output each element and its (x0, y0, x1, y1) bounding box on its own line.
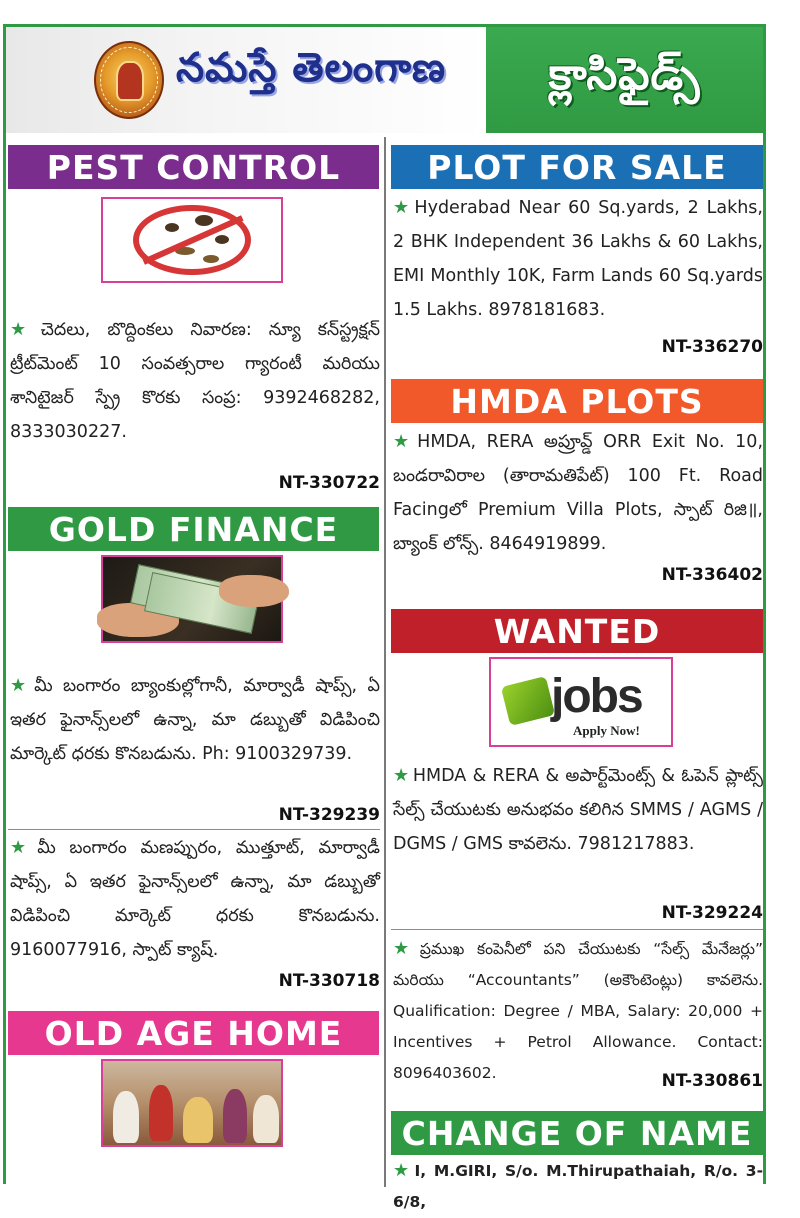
change-of-name-text: I, M.GIRI, S/o. M.Thirupathaiah, R/o. 3-6/8, (393, 1162, 763, 1211)
plot-for-sale-ad (393, 191, 763, 327)
ad-separator (391, 929, 763, 930)
money-exchange-photo (101, 555, 283, 643)
jobs-cube-icon (501, 676, 555, 726)
person (183, 1097, 213, 1143)
star-icon: ★ (10, 319, 38, 340)
pest-control-banner: PEST CONTROL (8, 145, 379, 189)
jobs-apply-text: Apply Now! (573, 723, 640, 738)
wanted-code-2: NT-330861 (661, 1071, 763, 1091)
bug-icon (215, 235, 229, 244)
classifieds-page (3, 24, 766, 1211)
wanted-banner: WANTED (391, 609, 763, 653)
person (113, 1091, 139, 1143)
column-divider (384, 137, 386, 1187)
old-age-home-photo (101, 1059, 283, 1147)
hmda-plots-code: NT-336402 (661, 565, 763, 585)
star-icon: ★ (10, 675, 32, 696)
jobs-word: jobs (551, 670, 642, 723)
bug-icon (203, 255, 219, 263)
hmda-plots-banner: HMDA PLOTS (391, 379, 763, 423)
ad-separator (8, 829, 380, 830)
masthead (6, 27, 763, 133)
hmda-plots-ad (393, 425, 763, 561)
gold-finance-text-1: మీ బంగారం బ్యాంకుల్లోగానీ, మార్వాడీ షాప్స్, ఏ ఇతర ఫైనాన్స్‌లలో ఉన్నా, మా డబ్బుతో విడిపించి మార్కెట్ ధరకు కొనబడును. Ph: 9100329739. (10, 676, 380, 764)
pest-control-ad (10, 313, 380, 449)
pest-control-code: NT-330722 (278, 473, 380, 493)
gold-finance-banner: GOLD FINANCE (8, 507, 379, 551)
wanted-ad-2 (393, 933, 763, 1089)
change-of-name-ad (393, 1155, 763, 1218)
wanted-code-1: NT-329224 (661, 903, 763, 923)
star-icon: ★ (10, 837, 35, 858)
person (223, 1089, 247, 1143)
plot-for-sale-banner: PLOT FOR SALE (391, 145, 763, 189)
brand-title: నమస్తే తెలంగాణ (176, 45, 447, 91)
star-icon: ★ (393, 1160, 412, 1181)
star-icon: ★ (393, 765, 410, 786)
wanted-text-2: ప్రముఖ కంపెనీలో పని చేయుటకు “సేల్స్ మేనేజర్లు” మరియు “Accountants” (అకౌంటెంట్లు) కావలెను. Qualification: Degree / MBA, Salary: 20,000 + Incentives + Petrol Allowance. Contact: 8096403602. (393, 940, 763, 1082)
person (253, 1095, 279, 1143)
bug-icon (165, 223, 179, 232)
seal-figure (116, 61, 144, 101)
hand-right (219, 575, 289, 607)
gold-finance-text-2: మీ బంగారం మణప్పురం, ముత్తూట్, మార్వాడీ షాప్స్, ఏ ఇతర ఫైనాన్స్‌లలో ఉన్నా, మా డబ్బుతో విడిపించి మార్కెట్ ధరకు కొనబడును. 9160077916, స్పాట్ క్యాష్. (10, 838, 380, 960)
section-title: క్లాసిఫైడ్స్ (548, 49, 701, 100)
wanted-text-1: HMDA & RERA & అపార్ట్‌మెంట్స్ & ఓపెన్ ప్లాట్స్ సేల్స్ చేయుటకు అనుభవం కలిగిన SMMS / AGMS / DGMS / GMS కావలెను. 7981217883. (393, 766, 763, 854)
change-of-name-banner: CHANGE OF NAME (391, 1111, 763, 1155)
plot-for-sale-text: Hyderabad Near 60 Sq.yards, 2 Lakhs, 2 BHK Independent 36 Lakhs & 60 Lakhs, EMI Monthly 10K, Farm Lands 60 Sq.yards 1.5 Lakhs. 8978181683. (393, 198, 763, 320)
newspaper-seal-icon (94, 41, 164, 119)
no-pests-icon (101, 197, 283, 283)
star-icon: ★ (393, 197, 412, 218)
hmda-plots-text: HMDA, RERA అప్రూవ్డ్ ORR Exit No. 10, బండరావిరాల (తారామతిపేట్) 100 Ft. Road Facingలో Premium Villa Plots, స్పాట్ రిజి॥, బ్యాంక్ లోన్స్. 8464919899. (393, 432, 764, 554)
gold-finance-code-1: NT-329239 (278, 805, 380, 825)
gold-finance-ad-1 (10, 669, 380, 771)
gold-finance-ad-2 (10, 831, 380, 967)
star-icon: ★ (393, 431, 415, 452)
star-icon: ★ (393, 938, 417, 959)
gold-finance-code-2: NT-330718 (278, 971, 380, 991)
jobs-logo (489, 657, 673, 747)
top-strip (0, 0, 800, 22)
wanted-ad-1 (393, 759, 763, 861)
bug-icon (195, 215, 213, 226)
plot-for-sale-code: NT-336270 (661, 337, 763, 357)
person (149, 1085, 173, 1141)
old-age-home-banner: OLD AGE HOME (8, 1011, 379, 1055)
masthead-section (486, 27, 763, 133)
pest-control-text: చెదలు, బొద్దింకలు నివారణ: న్యూ కన్‌స్ట్రక్షన్ ట్రీట్‌మెంట్ 10 సంవత్సరాల గ్యారంటీ మరియు శానిటైజర్ స్ప్రే కొరకు సంప్ర: 9392468282, 8333030227. (10, 320, 380, 442)
